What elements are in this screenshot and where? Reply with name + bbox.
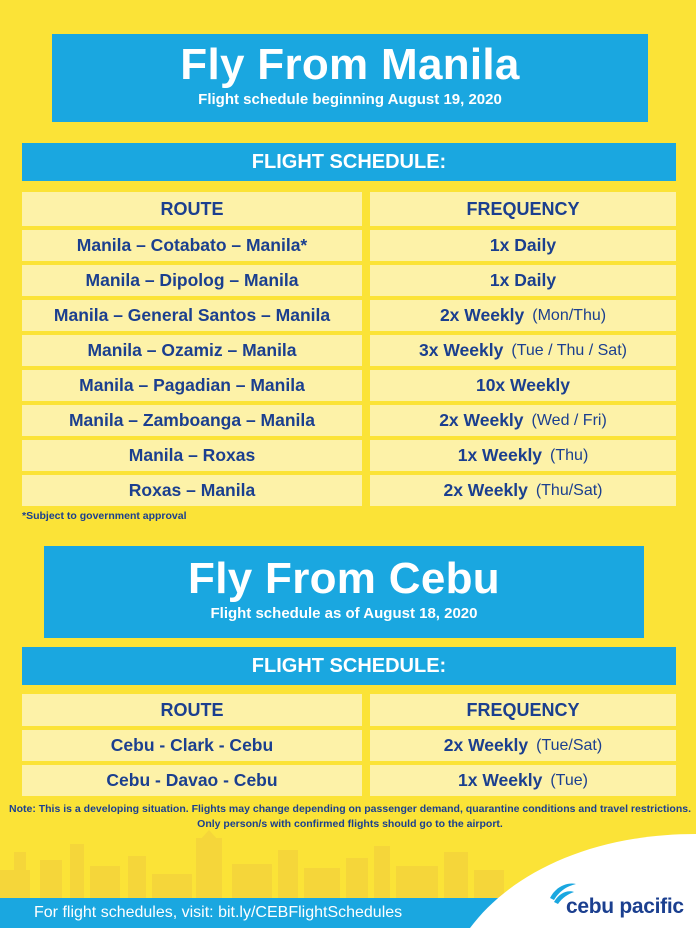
frequency-days-note: (Tue / Thu / Sat) <box>511 341 627 359</box>
frequency-cell <box>370 300 676 331</box>
frequency-label: 3x Weekly <box>419 340 504 360</box>
developing-situation-note: Note: This is a developing situation. Flights may change depending on passenger demand, quarantine conditions and travel restrictions. Only person/s with confirmed flights should go to the airport. <box>8 803 692 830</box>
frequency-days-note: (Thu/Sat) <box>535 481 603 499</box>
frequency-cell <box>370 265 676 296</box>
frequency-label: 1x Weekly <box>458 770 543 790</box>
frequency-days-note: (Tue/Sat) <box>536 736 603 754</box>
route-label: Cebu - Clark - Cebu <box>110 735 274 755</box>
route-label: Roxas – Manila <box>128 480 256 500</box>
frequency-days-note: (Tue) <box>550 771 588 789</box>
route-label: Manila – Pagadian – Manila <box>79 375 305 395</box>
route-cell <box>22 475 362 506</box>
frequency-cell <box>370 230 676 261</box>
frequency-label: 10x Weekly <box>475 375 571 395</box>
route-label: Manila – Cotabato – Manila* <box>76 235 308 255</box>
frequency-cell <box>370 440 676 471</box>
cebu-banner <box>44 546 644 638</box>
route-label: Manila – General Santos – Manila <box>53 305 331 325</box>
frequency-days-note: (Mon/Thu) <box>532 306 607 324</box>
route-cell <box>22 370 362 401</box>
route-cell <box>22 300 362 331</box>
frequency-cell <box>370 765 676 796</box>
approval-footnote: *Subject to government approval <box>22 510 187 522</box>
manila-schedule-header: FLIGHT SCHEDULE: <box>22 143 676 181</box>
manila-title: Fly From Manila <box>180 40 520 89</box>
manila-banner <box>52 34 648 122</box>
frequency-cell <box>370 730 676 761</box>
route-cell <box>22 335 362 366</box>
frequency-cell <box>370 370 676 401</box>
route-cell <box>22 730 362 761</box>
route-cell <box>22 765 362 796</box>
frequency-label: 1x Daily <box>489 270 557 290</box>
route-column-header <box>22 694 362 726</box>
route-cell <box>22 230 362 261</box>
frequency-label: 2x Weekly <box>439 410 524 430</box>
frequency-label: 2x Weekly <box>439 305 525 325</box>
route-cell <box>22 440 362 471</box>
frequency-days-note: (Wed / Fri) <box>531 411 607 429</box>
cebu-schedule-header: FLIGHT SCHEDULE: <box>22 647 676 685</box>
route-label: Manila – Dipolog – Manila <box>85 270 299 290</box>
route-label: Manila – Ozamiz – Manila <box>87 340 297 360</box>
route-label: Cebu - Davao - Cebu <box>106 770 278 790</box>
cebu-subtitle: Flight schedule as of August 18, 2020 <box>210 605 478 622</box>
frequency-label: 1x Daily <box>489 235 557 255</box>
frequency-column-header <box>370 192 676 226</box>
route-header-label: ROUTE <box>160 699 224 720</box>
frequency-label: 2x Weekly <box>443 735 529 755</box>
route-header-label: ROUTE <box>160 198 224 219</box>
frequency-days-note: (Thu) <box>550 446 589 464</box>
frequency-label: 2x Weekly <box>443 480 528 500</box>
manila-subtitle: Flight schedule beginning August 19, 2020 <box>198 91 502 108</box>
route-cell <box>22 405 362 436</box>
cebu-title: Fly From Cebu <box>188 554 500 603</box>
frequency-cell <box>370 335 676 366</box>
route-column-header <box>22 192 362 226</box>
footer-link-text[interactable]: For flight schedules, visit: bit.ly/CEBFlightSchedules <box>34 904 403 921</box>
frequency-cell <box>370 405 676 436</box>
route-cell <box>22 265 362 296</box>
frequency-column-header <box>370 694 676 726</box>
route-label: Manila – Zamboanga – Manila <box>68 410 316 430</box>
frequency-label: 1x Weekly <box>457 445 543 465</box>
route-label: Manila – Roxas <box>128 445 256 465</box>
frequency-header-label: FREQUENCY <box>466 198 580 219</box>
frequency-header-label: FREQUENCY <box>466 699 580 720</box>
frequency-cell <box>370 475 676 506</box>
cebu-pacific-logo-text: cebu pacific <box>566 895 684 918</box>
